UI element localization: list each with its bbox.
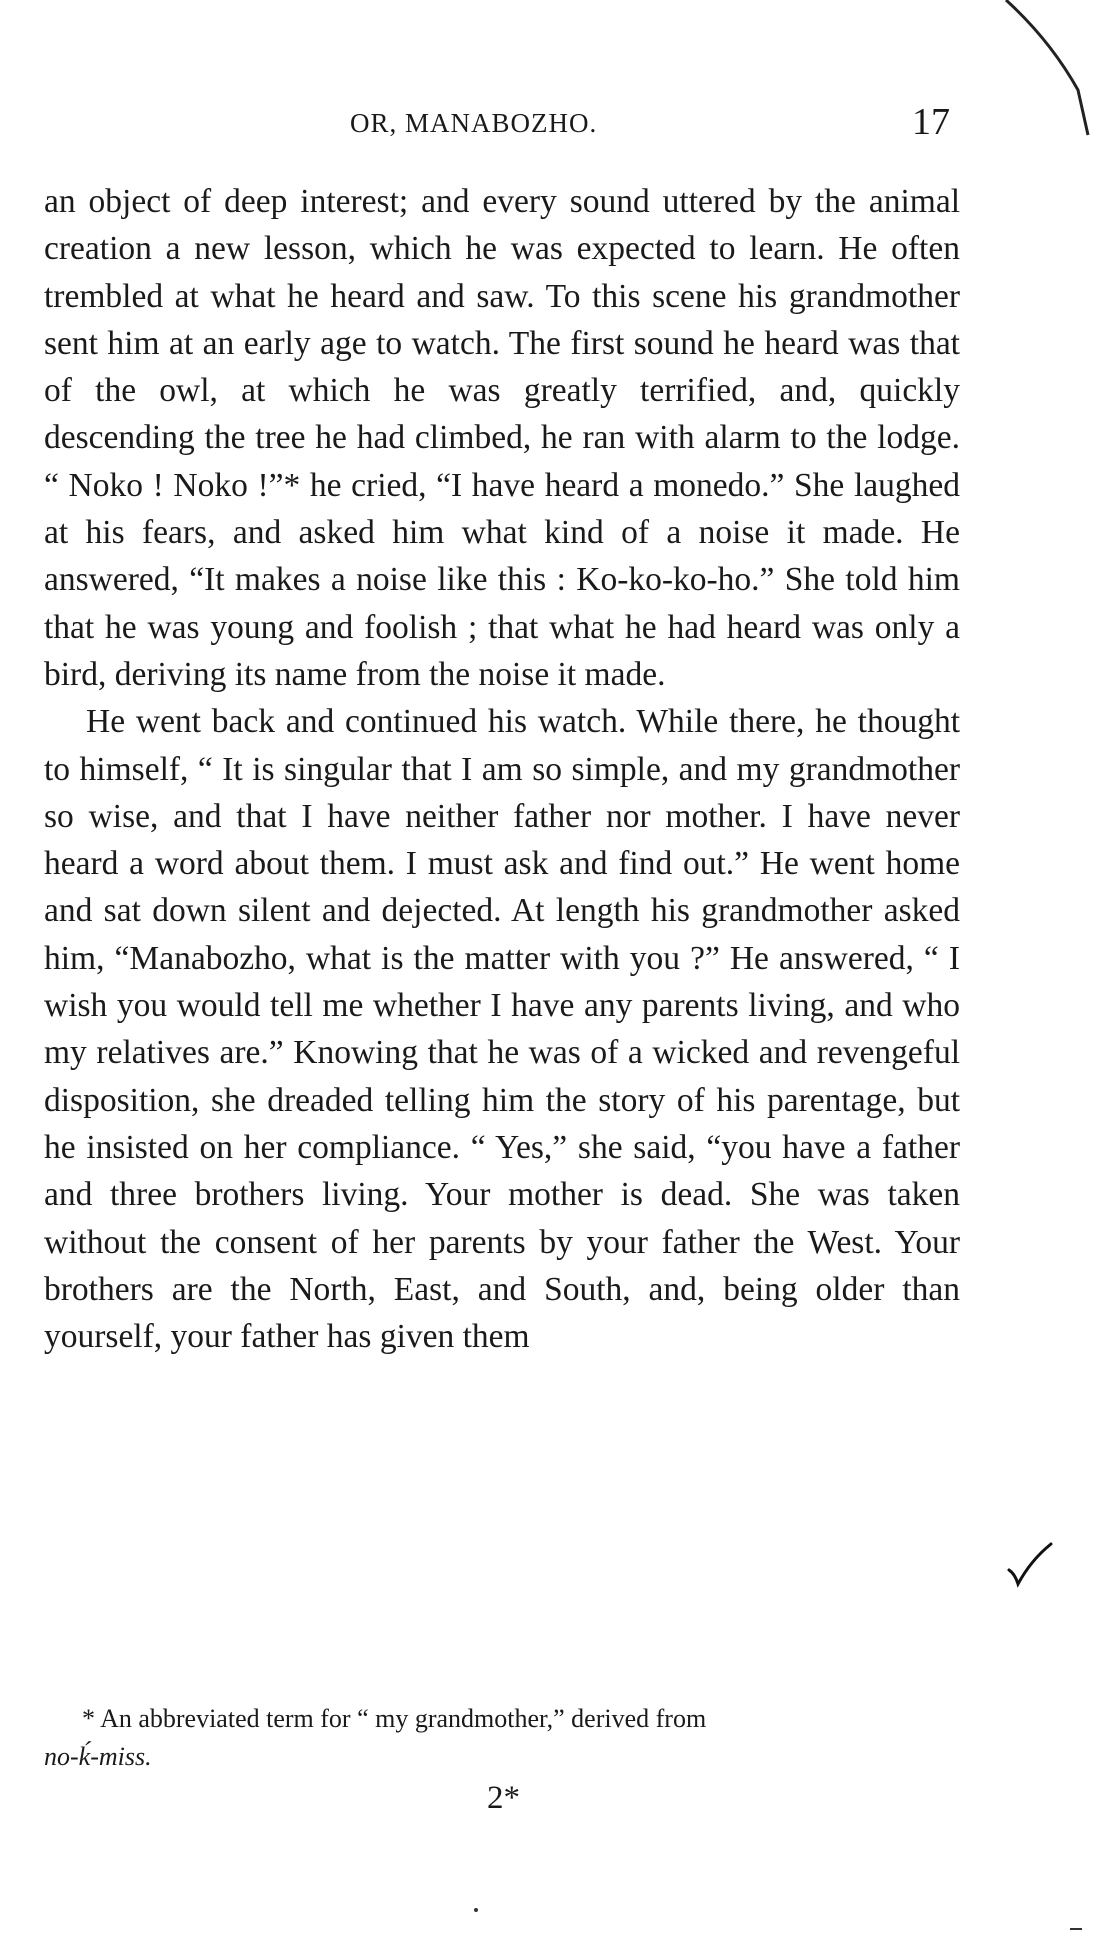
footnote-text: * An abbreviated term for “ my grandmother,” derived from [82, 1704, 707, 1733]
body-text [44, 178, 960, 1360]
ink-speck [474, 1908, 478, 1912]
paragraph-1: an object of deep interest; and every sound uttered by the animal creation a new lesson, which he was expected to learn. He often trembled at what he heard and saw. To this scene his grandmother sent him at an early age to watch. The first sound he heard was that of the owl, at which he was greatly terrified, and, quickly descending the tree he had climbed, he ran with alarm to the lodge. “ Noko ! Noko !”* he cried, “I have heard a monedo.” She laughed at his fears, and asked him what kind of a noise it made. He answered, “It makes a noise like this : Ko-ko-ko-ho.” She told him that he was young and foolish ; that what he had heard was only a bird, deriving its name from the noise it made. [44, 183, 960, 693]
footnote-term: no-ḱ-miss. [44, 1742, 152, 1771]
checkmark-icon [1005, 1540, 1055, 1590]
page-corner-stroke [1000, 0, 1094, 140]
page-number: 17 [912, 101, 950, 143]
footnote [44, 1700, 960, 1776]
signature-mark: 2* [487, 1780, 520, 1816]
edge-mark [1070, 1928, 1082, 1930]
running-head: OR, MANABOZHO. [350, 108, 598, 138]
paragraph-2: He went back and continued his watch. While there, he thought to himself, “ It is singular that I am so simple, and my grandmother so wise, and that I have neither father nor mother. I have never heard a word about them. I must ask and find out.” He went home and sat down silent and dejected. At length his grandmother asked him, “Manabozho, what is the matter with you ?” He answered, “ I wish you would tell me whether I have any parents living, and who my relatives are.” Knowing that he was of a wicked and revengeful disposition, she dreaded telling him the story of his parentage, but he insisted on her compliance. “ Yes,” she said, “you have a father and three brothers living. Your mother is dead. She was taken without the consent of her parents by your father the West. Your brothers are the North, East, and South, and, being older than yourself, your father has given them [44, 703, 960, 1356]
